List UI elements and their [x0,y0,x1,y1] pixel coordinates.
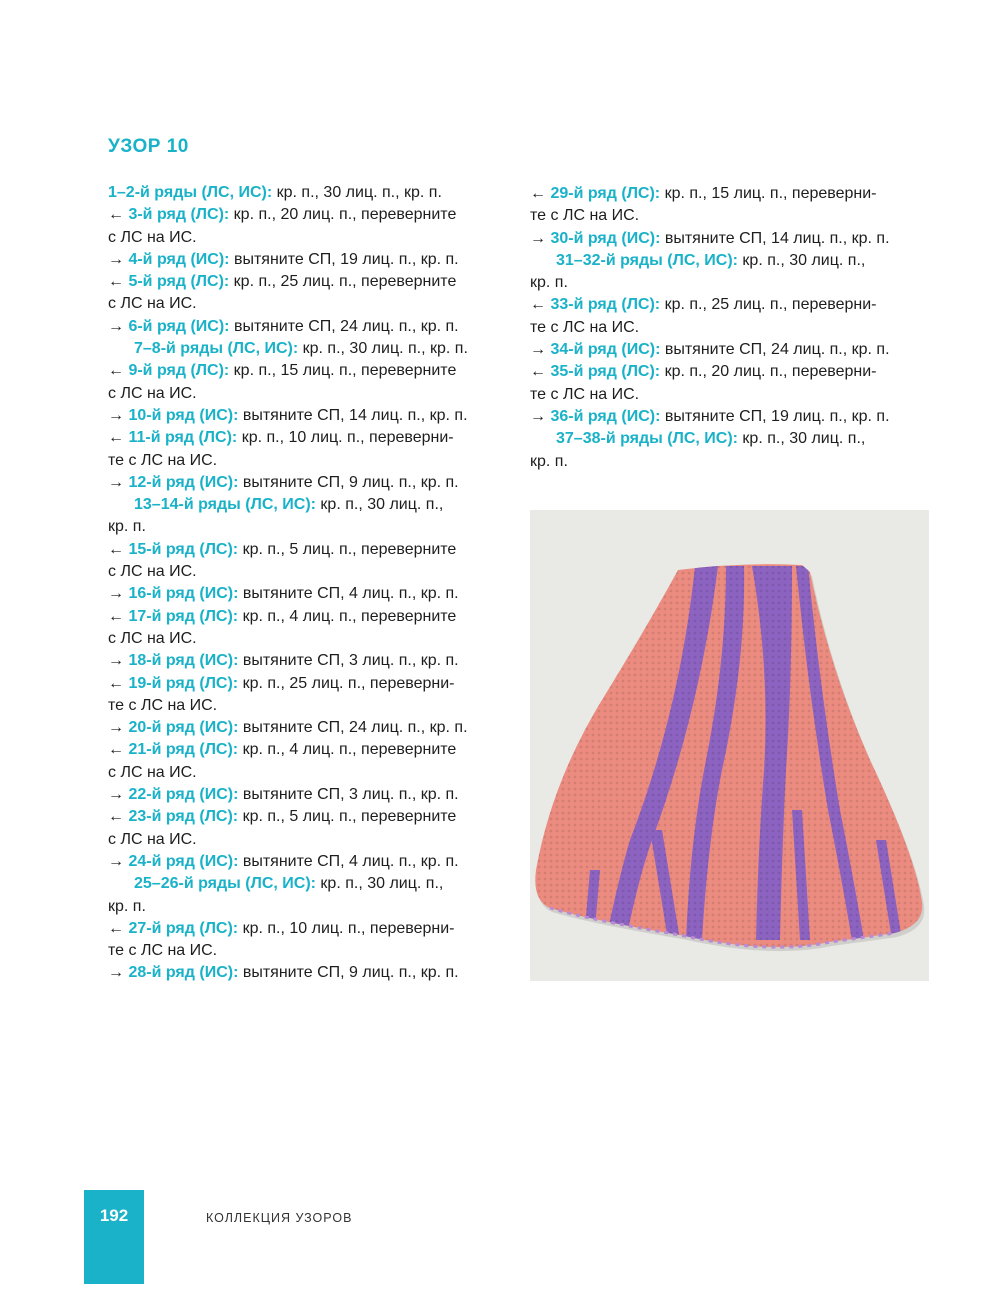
direction-arrow: → [108,317,129,335]
row-text: кр. п., 4 лиц. п., переверните [238,607,457,625]
row-text: те с ЛС на ИС. [108,451,218,469]
row-text: вытяните СП, 4 лиц. п., кр. п. [238,852,459,870]
row-label: 9-й ряд (ЛС): [128,362,230,380]
instruction-line [108,628,518,650]
instruction-line [530,228,940,250]
instruction-line [108,338,518,360]
instruction-line [530,272,940,294]
row-label: 31–32-й ряды (ЛС, ИС): [556,251,738,269]
instruction-line [530,183,940,205]
direction-arrow: → [108,852,129,870]
instructions-right-column [530,183,940,473]
instruction-line [108,583,518,605]
row-text: с ЛС на ИС. [108,384,197,402]
direction-arrow: → [108,406,129,424]
row-text: вытяните СП, 24 лиц. п., кр. п. [238,719,468,737]
row-text: кр. п., 5 лиц. п., переверните [238,540,457,558]
row-text: те с ЛС на ИС. [530,385,640,403]
page-number: 192 [99,1206,129,1225]
row-label: 34-й ряд (ИС): [550,341,661,359]
instruction-line [108,806,518,828]
row-label: 23-й ряд (ЛС): [128,808,239,826]
direction-arrow: ← [108,674,129,692]
instruction-line [108,762,518,784]
row-text: вытяните СП, 9 лиц. п., кр. п. [238,473,459,491]
direction-arrow: ← [108,273,129,291]
row-label: 15-й ряд (ЛС): [128,540,239,558]
row-text: кр. п., 10 лиц. п., переверни- [237,429,454,447]
row-text: кр. п., 30 лиц. п., [737,251,866,269]
direction-arrow: → [108,719,129,737]
row-text: те с ЛС на ИС. [530,207,640,225]
instruction-line [108,293,518,315]
instruction-line [530,384,940,406]
row-text: с ЛС на ИС. [108,228,197,246]
row-text: кр. п., 30 лиц. п., [315,875,444,893]
row-label: 13–14-й ряды (ЛС, ИС): [134,496,316,514]
instruction-line [108,896,518,918]
instruction-line [108,717,518,739]
instruction-line [108,450,518,472]
direction-arrow: ← [108,206,129,224]
row-label: 24-й ряд (ИС): [128,852,239,870]
instruction-line [108,516,518,538]
page-number-tab [84,1190,144,1284]
direction-arrow: → [108,786,129,804]
instruction-line [108,472,518,494]
instruction-line [108,873,518,895]
row-label: 36-й ряд (ИС): [550,407,661,425]
row-text: кр. п. [108,897,146,915]
direction-arrow: ← [108,741,129,759]
instruction-line [530,250,940,272]
instruction-line [530,294,940,316]
direction-arrow: → [108,473,129,491]
instruction-line [108,739,518,761]
instruction-line [108,539,518,561]
direction-arrow: ← [108,919,129,937]
row-label: 3-й ряд (ЛС): [128,206,230,224]
instruction-line [530,317,940,339]
row-text: кр. п. [530,274,568,292]
row-label: 11-й ряд (ЛС): [128,429,238,447]
direction-arrow: ← [530,363,551,381]
instruction-line [530,451,940,473]
direction-arrow: ← [108,808,129,826]
row-text: кр. п., 15 лиц. п., переверните [229,362,457,380]
row-label: 7–8-й ряды (ЛС, ИС): [134,340,299,358]
row-text: с ЛС на ИС. [108,563,197,581]
row-label: 21-й ряд (ЛС): [128,741,239,759]
direction-arrow: ← [530,296,551,314]
row-text: кр. п., 20 лиц. п., переверните [229,206,457,224]
row-text: вытяните СП, 9 лиц. п., кр. п. [238,964,459,982]
instruction-line [108,962,518,984]
instruction-line [108,829,518,851]
instruction-line [108,204,518,226]
direction-arrow: → [108,652,129,670]
row-text: те с ЛС на ИС. [108,942,218,960]
swatch-illustration [530,510,929,981]
row-text: вытяните СП, 14 лиц. п., кр. п. [238,406,468,424]
instruction-line [108,316,518,338]
direction-arrow: ← [108,362,129,380]
direction-arrow: ← [530,185,551,202]
instruction-line [108,606,518,628]
row-text: вытяните СП, 19 лиц. п., кр. п. [660,407,890,425]
instruction-line [108,940,518,962]
row-text: с ЛС на ИС. [108,763,197,781]
knitted-swatch-photo [530,510,929,981]
row-text: те с ЛС на ИС. [530,318,640,336]
row-label: 35-й ряд (ЛС): [550,363,661,381]
row-label: 17-й ряд (ЛС): [128,607,239,625]
instruction-line [108,561,518,583]
row-label: 27-й ряд (ЛС): [128,919,239,937]
direction-arrow: → [530,229,551,247]
row-text: кр. п. [108,518,146,536]
row-text: кр. п., 15 лиц. п., переверни- [660,185,877,202]
row-label: 20-й ряд (ИС): [128,719,239,737]
row-text: с ЛС на ИС. [108,830,197,848]
row-text: кр. п., 30 лиц. п., кр. п. [298,340,468,358]
row-text: вытяните СП, 24 лиц. п., кр. п. [660,341,890,359]
row-text: кр. п., 10 лиц. п., переверни- [238,919,455,937]
row-text: кр. п., 20 лиц. п., переверни- [660,363,877,381]
row-text: те с ЛС на ИС. [108,696,218,714]
row-label: 5-й ряд (ЛС): [128,273,230,291]
row-text: вытяните СП, 14 лиц. п., кр. п. [660,229,890,247]
direction-arrow: ← [108,429,129,447]
instruction-line [108,427,518,449]
instruction-line [108,673,518,695]
instruction-line [108,405,518,427]
row-text: вытяните СП, 3 лиц. п., кр. п. [238,652,459,670]
row-text: кр. п., 25 лиц. п., переверни- [660,296,877,314]
row-label: 28-й ряд (ИС): [128,964,239,982]
direction-arrow: → [108,964,129,982]
row-text: кр. п., 30 лиц. п., [737,430,866,448]
instruction-line [530,406,940,428]
row-text: кр. п., 5 лиц. п., переверните [238,808,457,826]
instruction-line [530,339,940,361]
instruction-line [108,784,518,806]
direction-arrow: ← [108,540,129,558]
row-label: 12-й ряд (ИС): [128,473,239,491]
row-label: 6-й ряд (ИС): [128,317,230,335]
instruction-line [530,205,940,227]
instruction-line [108,249,518,271]
row-text: кр. п. [530,452,568,470]
instruction-line [108,918,518,940]
row-label: 22-й ряд (ИС): [128,786,239,804]
instruction-line [108,695,518,717]
row-label: 29-й ряд (ЛС): [550,185,661,202]
row-label: 1–2-й ряды (ЛС, ИС): [108,184,273,201]
row-label: 4-й ряд (ИС): [128,250,230,268]
row-text: вытяните СП, 24 лиц. п., кр. п. [229,317,459,335]
row-text: кр. п., 25 лиц. п., переверните [229,273,457,291]
row-label: 30-й ряд (ИС): [550,229,661,247]
row-text: с ЛС на ИС. [108,629,197,647]
direction-arrow: → [108,250,129,268]
row-label: 37–38-й ряды (ЛС, ИС): [556,430,738,448]
row-text: вытяните СП, 3 лиц. п., кр. п. [238,786,459,804]
instruction-line [108,650,518,672]
instruction-line [108,494,518,516]
row-text: кр. п., 4 лиц. п., переверните [238,741,457,759]
row-label: 25–26-й ряды (ЛС, ИС): [134,875,316,893]
instruction-line [108,227,518,249]
instruction-line [108,383,518,405]
direction-arrow: → [530,341,551,359]
instruction-line [108,360,518,382]
row-label: 10-й ряд (ИС): [128,406,239,424]
row-text: кр. п., 30 лиц. п., [315,496,444,514]
row-label: 16-й ряд (ИС): [128,585,239,603]
row-text: кр. п., 25 лиц. п., переверни- [238,674,455,692]
running-head: КОЛЛЕКЦИЯ УЗОРОВ [206,1211,353,1225]
direction-arrow: ← [108,607,129,625]
direction-arrow: → [530,407,551,425]
row-label: 18-й ряд (ИС): [128,652,239,670]
row-text: вытяните СП, 4 лиц. п., кр. п. [238,585,459,603]
instructions-left-column [108,182,518,985]
pattern-title: УЗОР 10 [108,136,189,157]
row-text: кр. п., 30 лиц. п., кр. п. [272,184,442,201]
instruction-line [108,271,518,293]
instruction-line [108,851,518,873]
row-text: вытяните СП, 19 лиц. п., кр. п. [229,250,459,268]
instruction-line [108,182,518,204]
row-text: с ЛС на ИС. [108,295,197,313]
row-label: 33-й ряд (ЛС): [550,296,661,314]
row-label: 19-й ряд (ЛС): [128,674,239,692]
instruction-line [530,428,940,450]
instruction-line [530,361,940,383]
direction-arrow: → [108,585,129,603]
